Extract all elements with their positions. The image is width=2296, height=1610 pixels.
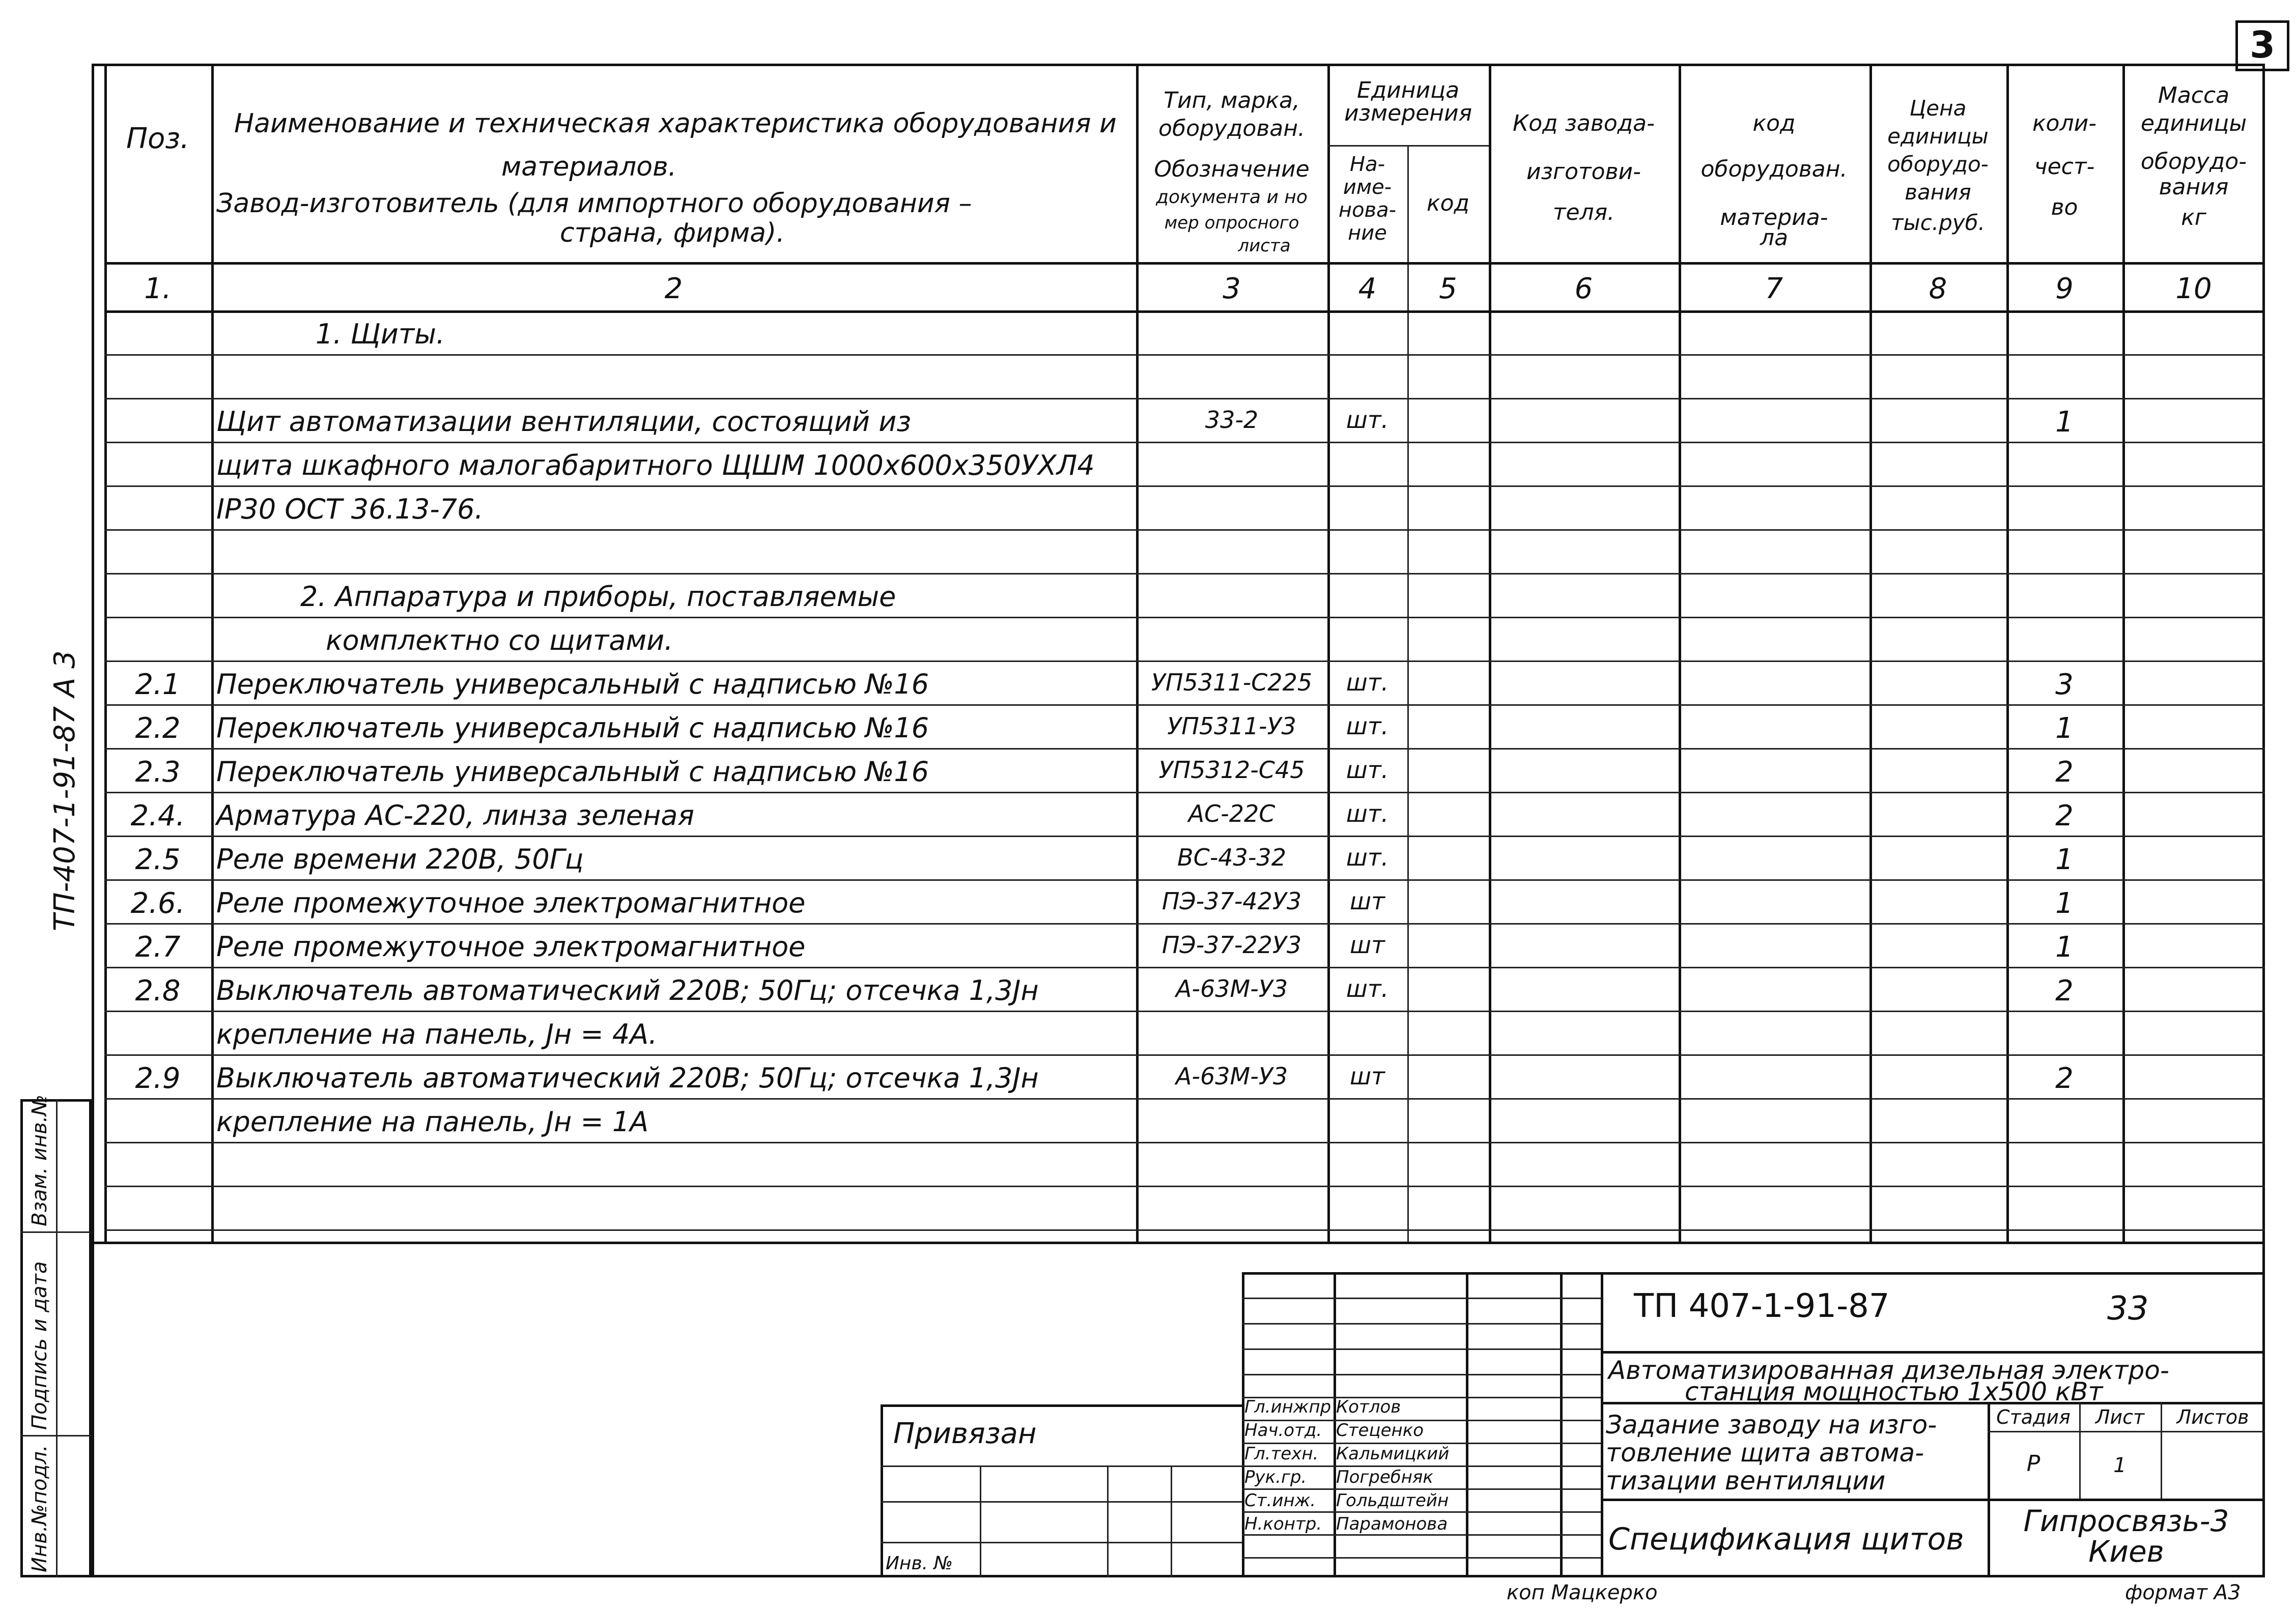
stamp-person: Кальмицкий [1336,1444,1450,1464]
cell-name: Переключатель универсальный с надписью №16 [216,668,929,700]
footer-format: формат А3 [2125,1581,2241,1604]
header-unit-2: измерения [1344,100,1472,126]
header-qty-2: чест- [2034,154,2095,180]
stage-label: Стадия [1996,1406,2071,1428]
header-name-4: страна, фирма). [560,218,785,248]
stamp-person: Парамонова [1336,1514,1448,1534]
header-mass-5: кг [2181,205,2206,231]
header-mass-3: оборудо- [2140,149,2247,175]
cell-unit: шт. [1346,712,1389,740]
stamp-role: Нач.отд. [1244,1420,1322,1441]
colnum-3: 3 [1223,272,1241,305]
cell-unit: шт. [1346,756,1389,784]
cell-type: УП5311-С225 [1151,669,1313,696]
colnum-6: 6 [1574,272,1593,305]
header-pos: Поз. [126,122,189,155]
header-name-1: Наименование и техническая характеристика оборудования и [234,108,1117,139]
cell-qty: 2 [2055,799,2074,832]
cell-name: щита шкафного малогабаритного ЩШМ 1000х600х350УХЛ4 [216,449,1095,481]
title-line-2: товление щита автома- [1606,1438,1924,1468]
stamp-role: Ст.инж. [1244,1490,1316,1511]
cell-pos: 2.4. [130,799,185,832]
cell-pos: 2.9 [135,1062,181,1095]
cell-type: ПЭ-37-22У3 [1161,931,1302,959]
cell-unit: шт. [1346,844,1389,871]
cell-name: Переключатель универсальный с надписью №16 [216,712,929,744]
cell-qty: 3 [2055,668,2074,701]
cell-unit: шт. [1346,406,1389,434]
cell-type: ПЭ-37-42У3 [1161,887,1302,915]
cell-type: ВС-43-32 [1177,844,1286,871]
stamp-person: Стеценко [1336,1420,1424,1441]
header-type-3: Обозначение [1154,156,1310,182]
header-price-4: вания [1905,180,1971,205]
colnum-7: 7 [1765,272,1783,305]
colnum-4: 4 [1358,272,1377,305]
cell-name: Реле промежуточное электромагнитное [216,931,806,963]
header-name-3: Завод-изготовитель (для импортного оборудования – [216,188,972,219]
colnum-5: 5 [1439,272,1457,305]
inv-label: Инв. № [886,1553,953,1574]
header-price-1: Цена [1909,96,1967,121]
stamp-role: Гл.инжпр [1244,1397,1331,1417]
org-line-1: Гипросвязь-3 [2023,1504,2229,1538]
header-unit-1: Единица [1356,77,1460,103]
page-number: 33 [2107,1290,2149,1328]
header-price-5: тыс.руб. [1891,210,1985,235]
stamp-role: Н.контр. [1244,1514,1322,1534]
header-mass-4: вания [2159,174,2229,200]
cell-unit: шт. [1346,669,1389,696]
header-unitname-4: ние [1348,221,1387,245]
cell-qty: 2 [2055,974,2074,1008]
title-line-3: тизации вентиляции [1606,1466,1886,1496]
stamp-role: Гл.техн. [1244,1444,1319,1464]
sheet-value: 1 [2113,1454,2127,1477]
cell-pos: 2.7 [135,931,181,964]
cell-type: УП5311-У3 [1167,712,1296,740]
cell-unit: шт [1350,931,1385,959]
cell-name: Реле промежуточное электромагнитное [216,887,806,919]
cell-pos: 2.3 [135,756,181,789]
header-code-4: ла [1760,225,1789,251]
title-line-1: Задание заводу на изго- [1606,1410,1937,1440]
header-mass-2: единицы [2140,110,2247,136]
cell-qty: 1 [2055,712,2074,745]
header-type-5: мер опросного [1164,213,1299,233]
colnum-10: 10 [2175,272,2212,305]
cell-qty: 1 [2055,887,2074,920]
side-label-inv: Инв.№подл. [28,1445,51,1572]
doc-name: Спецификация щитов [1608,1521,1964,1557]
cell-name: 1. Щиты. [316,318,445,350]
header-type-4: документа и но [1156,187,1308,208]
header-unitcode: код [1427,190,1469,216]
side-label-sign: Подпись и дата [28,1261,51,1430]
cell-type: УП5312-С45 [1158,756,1305,784]
header-mass-1: Масса [2158,82,2230,108]
cell-pos: 2.6. [130,887,185,920]
side-code: ТП-407-1-91-87 А 3 [48,650,81,931]
stage-value: Р [2026,1451,2040,1477]
cell-qty: 2 [2055,756,2074,789]
colnum-2: 2 [664,272,683,305]
cell-name: крепление на панель, Jн = 4А. [216,1018,658,1050]
cell-name: 2. Аппаратура и приборы, поставляемые [300,581,896,613]
header-price-3: оборудо- [1887,152,1989,177]
cell-qty: 1 [2055,406,2074,439]
footer-copy: коп Мацкерко [1507,1581,1658,1604]
header-unitname-1: На- [1349,153,1385,176]
stamp-role: Рук.гр. [1244,1467,1307,1487]
cell-type: А-63М-У3 [1175,975,1288,1002]
doc-code: ТП 407-1-91-87 [1634,1287,1890,1325]
header-maker-3: теля. [1552,199,1615,225]
cell-unit: шт. [1346,800,1389,827]
cell-pos: 2.2 [135,712,181,745]
header-maker-1: Код завода- [1512,110,1655,136]
cell-name: Выключатель автоматический 220В; 50Гц; отсечка 1,3Jн [216,974,1039,1007]
header-name-2: материалов. [501,152,677,182]
cell-unit: шт [1350,1062,1385,1090]
cell-name: Щит автоматизации вентиляции, состоящий из [216,406,912,438]
project-line-1: Автоматизированная дизельная электро- [1608,1356,2169,1385]
cell-type: А-63М-У3 [1175,1062,1288,1090]
colnum-1: 1. [144,272,172,305]
cell-name: Реле времени 220В, 50Гц [216,843,584,875]
side-label-replace: Взам. инв.№ [28,1095,51,1226]
cell-pos: 2.5 [135,843,181,876]
header-code-1: код [1752,110,1796,136]
stamp-person: Гольдштейн [1336,1490,1449,1511]
cell-qty: 1 [2055,931,2074,964]
header-unitname-2: име- [1343,176,1392,199]
stamp-person: Котлов [1336,1397,1401,1417]
cell-type: АС-22С [1188,800,1275,827]
sheet-number: 3 [2249,23,2276,66]
cell-name: IP30 ОСТ 36.13-76. [216,493,484,525]
project-line-2: станция мощностью 1х500 кВт [1685,1377,2103,1406]
header-type-2: оборудован. [1158,116,1305,141]
header-code-2: оборудован. [1700,156,1848,182]
cell-qty: 2 [2055,1062,2074,1095]
org-line-2: Киев [2088,1534,2164,1569]
cell-name: Переключатель универсальный с надписью №16 [216,756,929,788]
cell-name: Арматура АС-220, линза зеленая [216,799,694,831]
cell-name: Выключатель автоматический 220В; 50Гц; отсечка 1,3Jн [216,1062,1039,1094]
header-type-1: Тип, марка, [1164,88,1300,113]
cell-name: комплектно со щитами. [326,624,673,656]
bound-label: Привязан [893,1417,1037,1450]
colnum-8: 8 [1929,272,1947,305]
header-price-2: единицы [1887,124,1989,149]
header-qty-3: во [2051,194,2078,220]
cell-pos: 2.1 [135,668,181,701]
sheet-label: Лист [2095,1406,2145,1428]
cell-pos: 2.8 [135,974,181,1008]
header-unitname-3: нова- [1338,198,1397,222]
colnum-9: 9 [2055,272,2074,305]
header-maker-2: изготови- [1526,159,1641,185]
cell-name: крепление на панель, Jн = 1А [216,1106,649,1138]
cell-unit: шт [1350,887,1385,915]
header-type-6: листа [1238,236,1291,256]
sheets-label: Листов [2176,1406,2249,1428]
stamp-person: Погребняк [1336,1467,1433,1487]
header-qty-1: коли- [2032,110,2097,136]
header-code-3: материа- [1720,205,1828,231]
cell-unit: шт. [1346,975,1389,1002]
cell-type: 33-2 [1205,406,1259,434]
cell-qty: 1 [2055,843,2074,876]
